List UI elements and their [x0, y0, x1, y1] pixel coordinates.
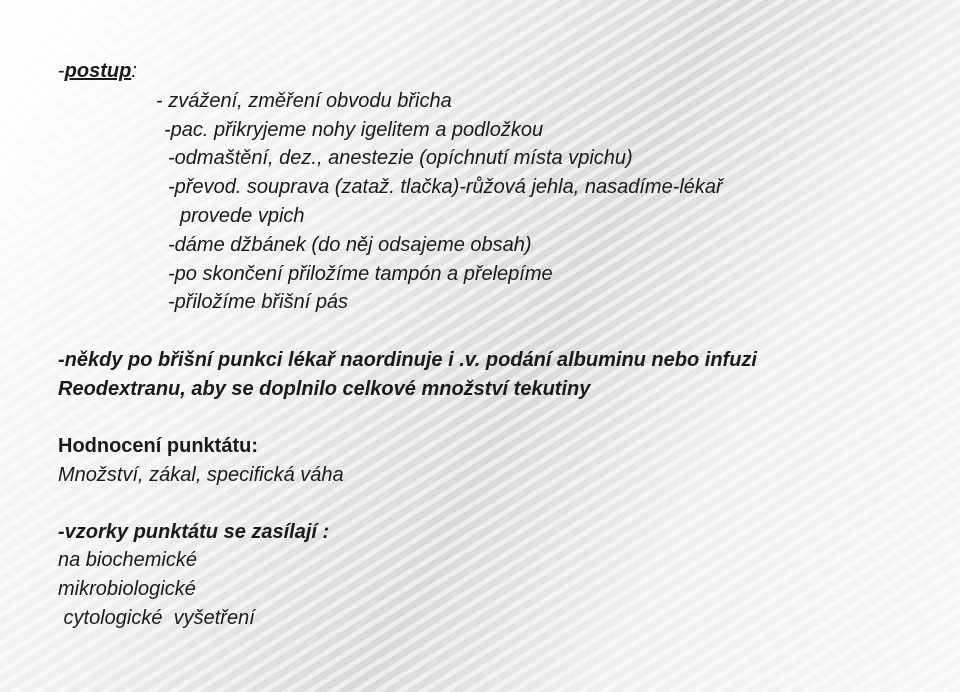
samples-item-biochemical: na biochemické — [58, 549, 197, 571]
postup-colon: : — [131, 60, 137, 82]
step-2: -pac. přikryjeme nohy igelitem a podložkou — [164, 119, 544, 141]
samples-item-microbiological: mikrobiologické — [58, 578, 196, 600]
evaluation-text: Množství, zákal, specifická váha — [58, 464, 344, 486]
note-line-2: Reodextranu, aby se doplnilo celkové množství tekutiny — [58, 378, 591, 400]
note-line-1: -někdy po břišní punkci lékař naordinuje i .v. podání albuminu nebo infuzi — [58, 349, 757, 371]
step-3: -odmaštění, dez., anestezie (opíchnutí místa vpichu) — [168, 147, 633, 169]
evaluation-heading: Hodnocení punktátu: — [58, 435, 258, 457]
postup-label: postup — [64, 60, 132, 82]
step-6: -po skončení přiložíme tampón a přelepíme — [168, 263, 553, 285]
step-1: - zvážení, změření obvodu břicha — [156, 90, 452, 112]
postup-dash: - — [58, 60, 65, 82]
postup-heading — [58, 59, 137, 83]
step-4-continued: provede vpich — [180, 205, 305, 227]
step-4: -převod. souprava (zatаž. tlačka)-růžová jehla, nasadíme-lékař — [168, 176, 723, 198]
step-7: -přiložíme břišní pás — [168, 291, 349, 313]
samples-item-cytological: cytologické vyšetření — [58, 607, 255, 629]
step-5: -dáme džbánek (do něj odsajeme obsah) — [168, 234, 532, 256]
samples-heading: -vzorky punktátu se zasílají : — [58, 521, 330, 543]
